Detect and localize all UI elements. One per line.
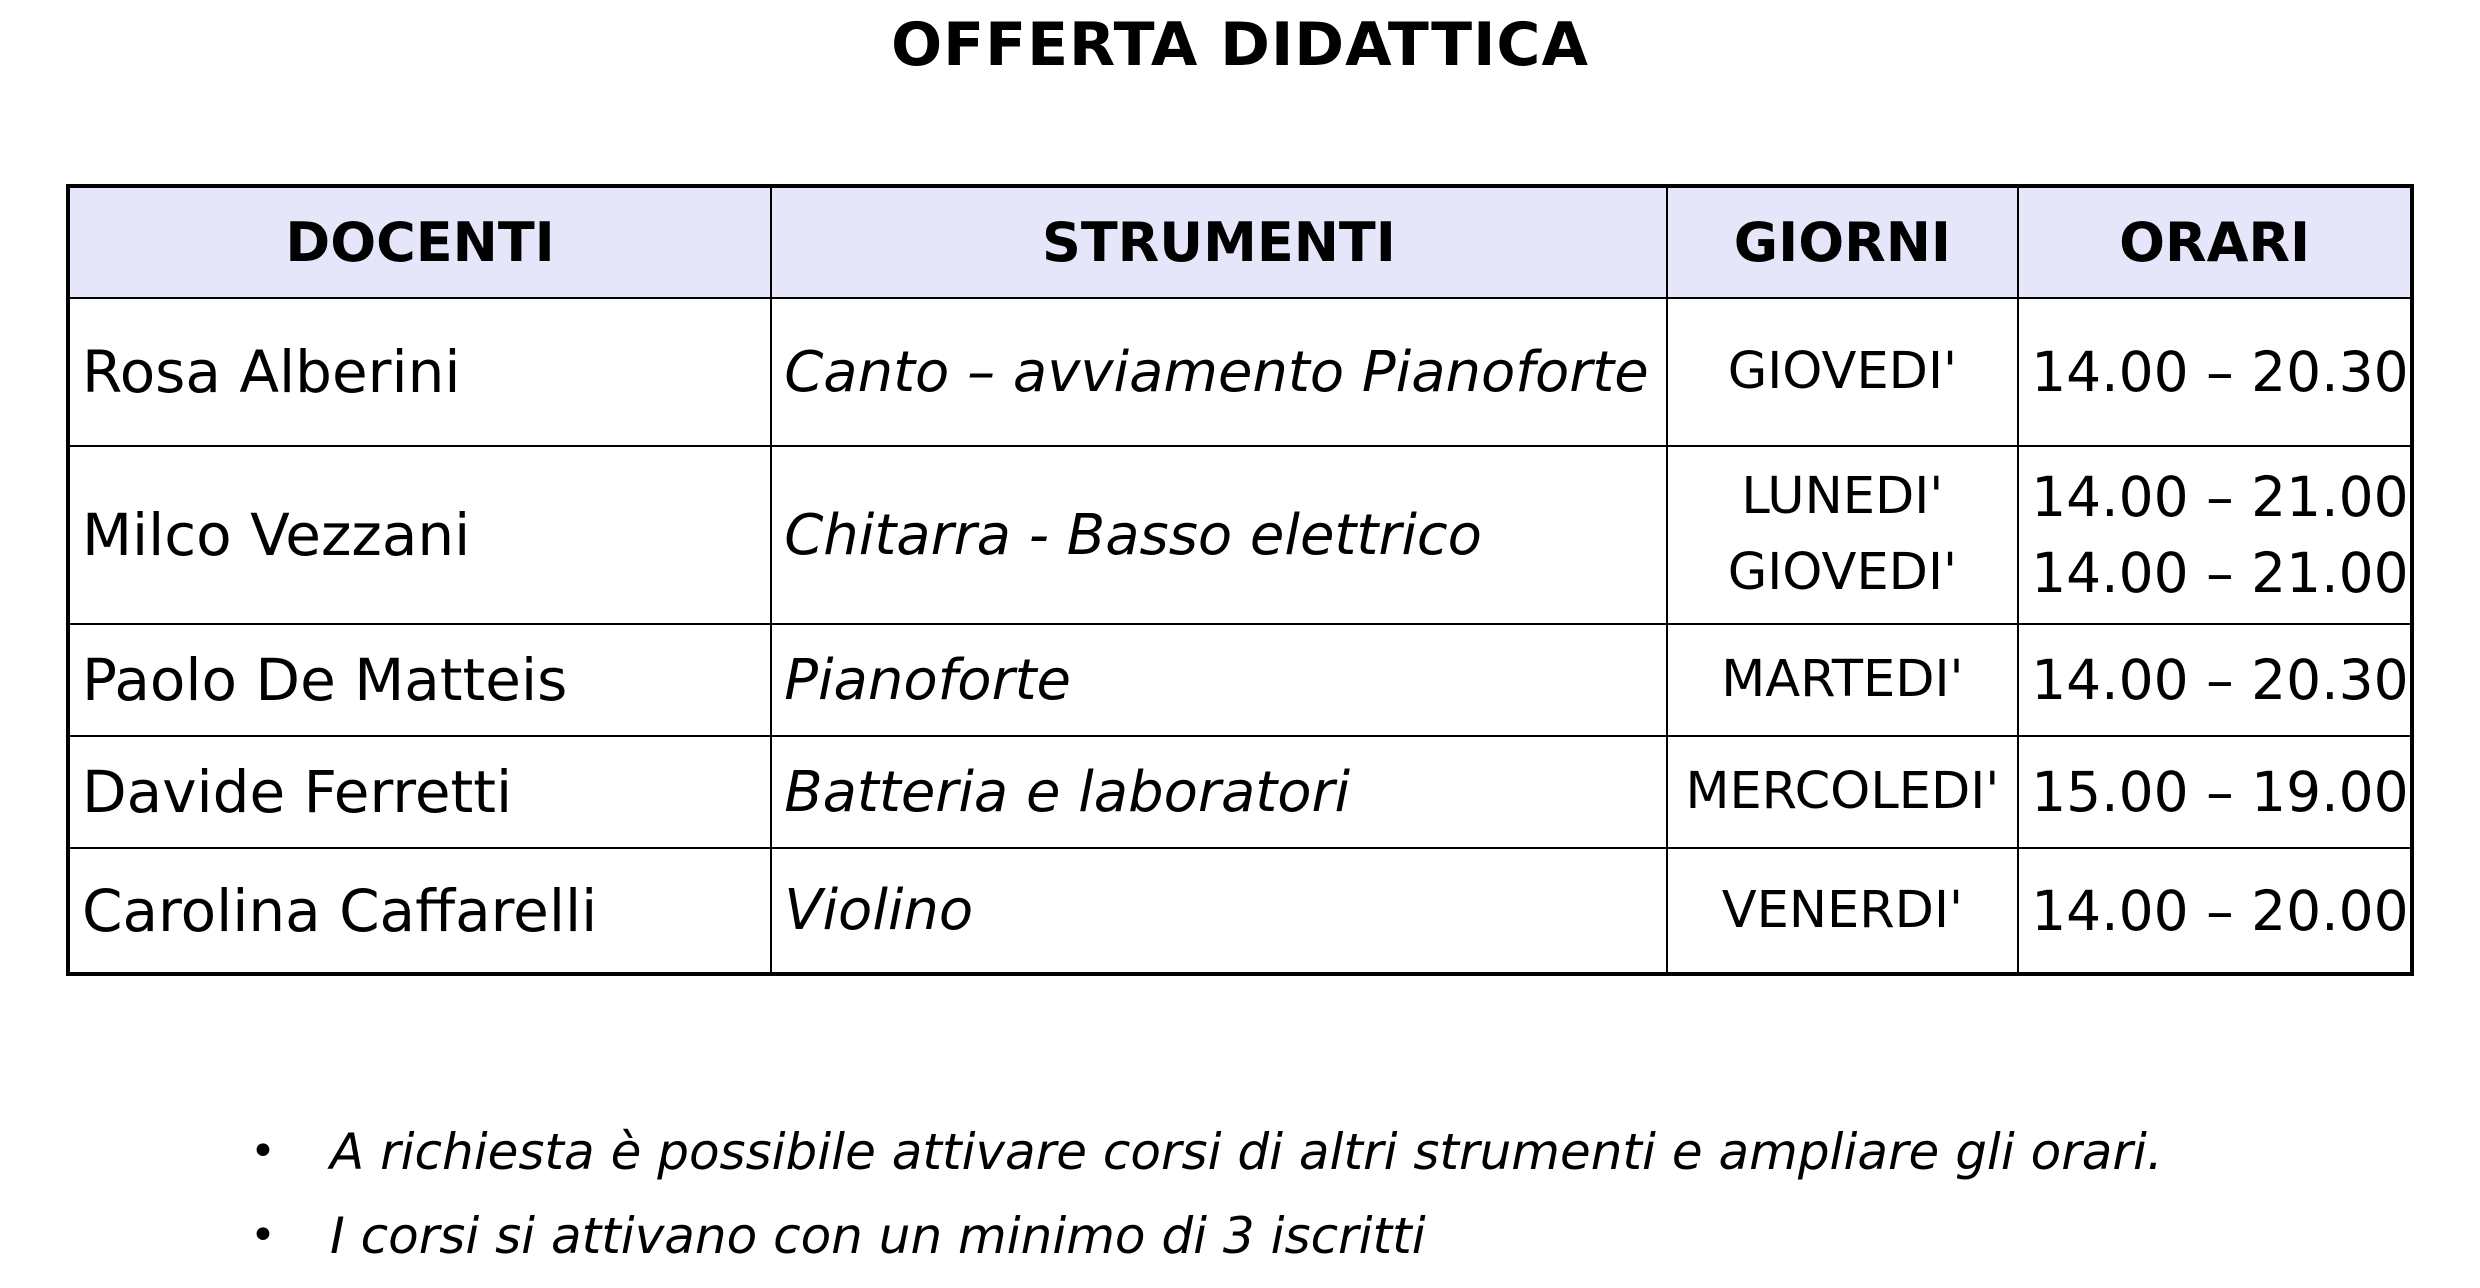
list-item bbox=[250, 1110, 2163, 1194]
hours-entry: 14.00 – 20.00 bbox=[2031, 878, 2409, 943]
hours-entry: 14.00 – 21.00 bbox=[2031, 541, 2409, 605]
days-cell bbox=[1667, 848, 2019, 974]
days-cell bbox=[1667, 298, 2019, 446]
hours-cell bbox=[2018, 298, 2412, 446]
days-cell bbox=[1667, 446, 2019, 624]
table-row bbox=[68, 624, 2412, 736]
header-strumenti: STRUMENTI bbox=[771, 186, 1666, 298]
hours-cell bbox=[2018, 624, 2412, 736]
day-entry: VENERDI' bbox=[1721, 880, 1964, 940]
note-text: I corsi si attivano con un minimo di 3 iscritti bbox=[330, 1207, 1426, 1265]
hours-cell bbox=[2018, 446, 2412, 624]
day-entry: GIOVEDI' bbox=[1727, 342, 1958, 401]
table-row bbox=[68, 298, 2412, 446]
teacher-cell: Carolina Caffarelli bbox=[68, 848, 771, 974]
header-docenti: DOCENTI bbox=[68, 186, 771, 298]
header-giorni: GIORNI bbox=[1667, 186, 2019, 298]
notes-list bbox=[250, 1110, 2163, 1278]
hours-entry: 14.00 – 20.30 bbox=[2031, 340, 2409, 404]
table-row bbox=[68, 446, 2412, 624]
table-row bbox=[68, 848, 2412, 974]
instrument-cell: Pianoforte bbox=[771, 624, 1666, 736]
day-entry: LUNEDI' bbox=[1741, 467, 1944, 526]
hours-entry: 15.00 – 19.00 bbox=[2031, 760, 2409, 824]
teacher-cell: Paolo De Matteis bbox=[68, 624, 771, 736]
course-table bbox=[66, 184, 2414, 976]
hours-entry: 14.00 – 21.00 bbox=[2031, 465, 2409, 529]
teacher-cell: Milco Vezzani bbox=[68, 446, 771, 624]
list-item bbox=[250, 1194, 2163, 1278]
hours-entry: 14.00 – 20.30 bbox=[2031, 648, 2409, 712]
day-entry: MARTEDI' bbox=[1721, 650, 1964, 709]
days-cell bbox=[1667, 624, 2019, 736]
hours-cell bbox=[2018, 848, 2412, 974]
note-text: A richiesta è possibile attivare corsi di altri strumenti e ampliare gli orari. bbox=[330, 1123, 2163, 1181]
teacher-cell: Rosa Alberini bbox=[68, 298, 771, 446]
instrument-cell: Canto – avviamento Pianoforte bbox=[771, 298, 1666, 446]
day-entry: MERCOLEDI' bbox=[1685, 762, 2000, 821]
bullet-icon: • bbox=[250, 1126, 276, 1177]
instrument-cell: Violino bbox=[771, 848, 1666, 974]
days-cell bbox=[1667, 736, 2019, 848]
day-entry: GIOVEDI' bbox=[1727, 543, 1958, 602]
table-row bbox=[68, 736, 2412, 848]
header-orari: ORARI bbox=[2018, 186, 2412, 298]
teacher-cell: Davide Ferretti bbox=[68, 736, 771, 848]
hours-cell bbox=[2018, 736, 2412, 848]
page-title: OFFERTA DIDATTICA bbox=[891, 10, 1589, 80]
instrument-cell: Chitarra - Basso elettrico bbox=[771, 446, 1666, 624]
table-header-row bbox=[68, 186, 2412, 298]
bullet-icon: • bbox=[250, 1210, 276, 1261]
instrument-cell: Batteria e laboratori bbox=[771, 736, 1666, 848]
